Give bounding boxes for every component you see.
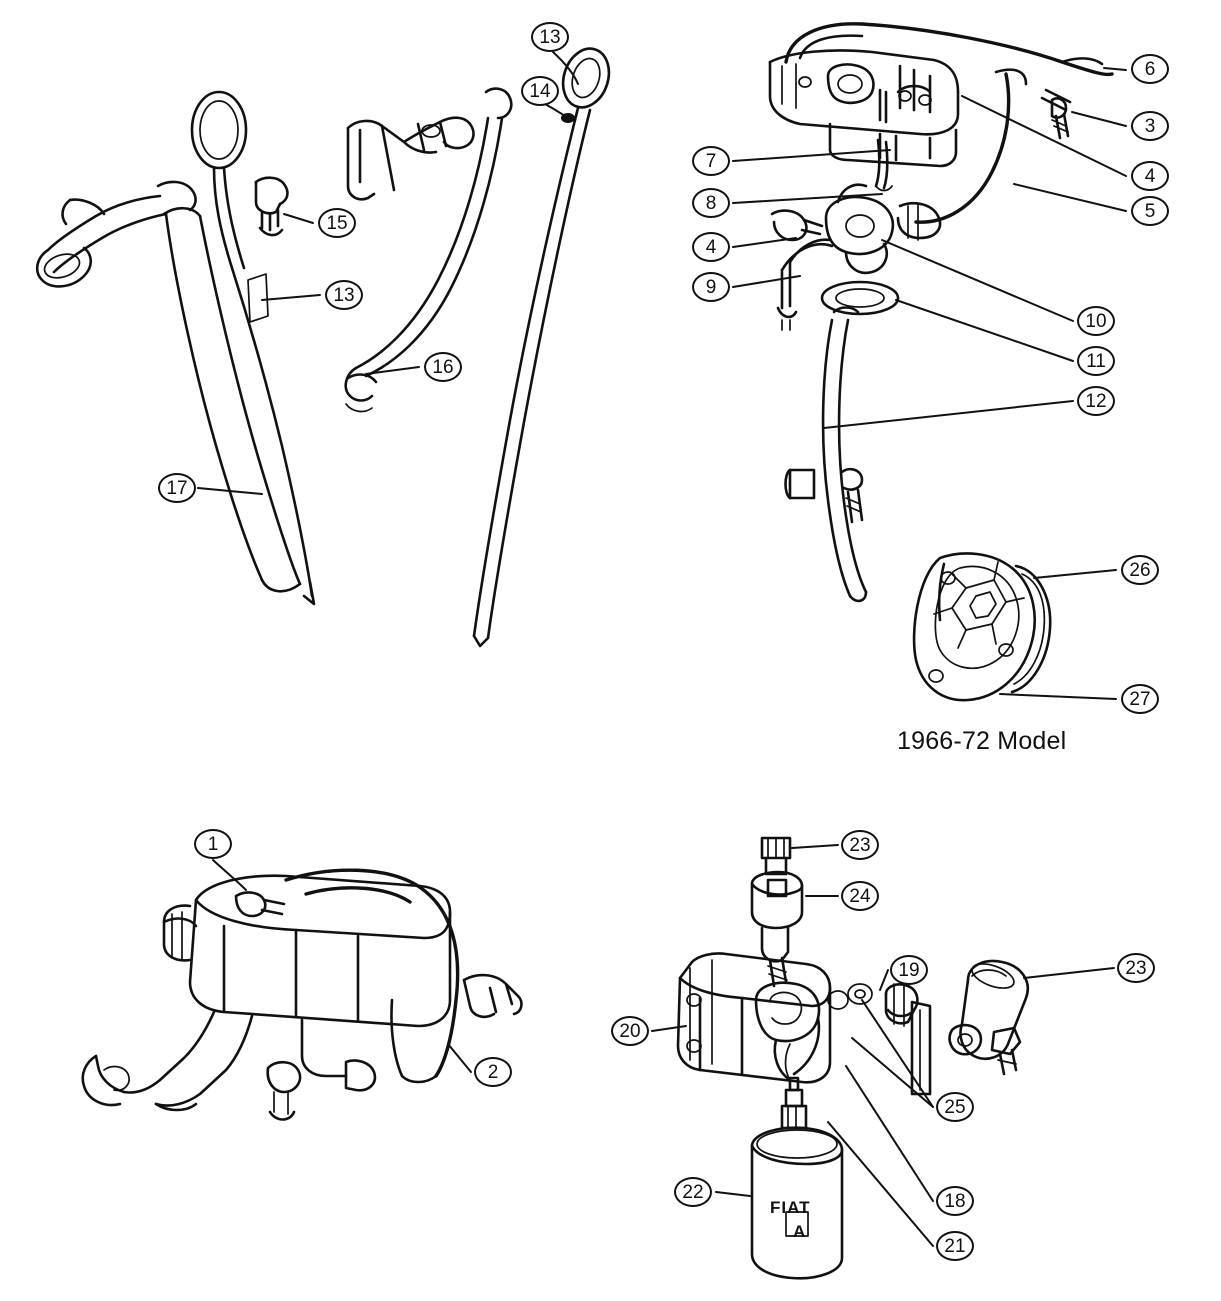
callout-3-3: 3 (1131, 111, 1169, 141)
callout-26-17: 26 (1121, 555, 1159, 585)
callout-17-16: 17 (158, 473, 196, 503)
callout-7-6: 7 (692, 146, 730, 176)
callout-13-14: 13 (325, 280, 363, 310)
callout-5-5: 5 (1131, 196, 1169, 226)
callout-23-21: 23 (841, 830, 879, 860)
callout-14-1: 14 (521, 76, 559, 106)
callout-27-18: 27 (1121, 684, 1159, 714)
callout-10-10: 10 (1077, 306, 1115, 336)
callout-12-12: 12 (1077, 386, 1115, 416)
callout-11-11: 11 (1077, 346, 1115, 376)
callout-6-2: 6 (1131, 54, 1169, 84)
callout-4-8: 4 (692, 232, 730, 262)
callout-15-13: 15 (318, 208, 356, 238)
callout-21-29: 21 (936, 1231, 974, 1261)
callout-18-28: 18 (936, 1186, 974, 1216)
fiat-brand-mark: FIAT (770, 1198, 811, 1217)
callout-19-24: 19 (890, 955, 928, 985)
callout-8-7: 8 (692, 188, 730, 218)
callout-23-23: 23 (1117, 953, 1155, 983)
callout-16-15: 16 (424, 352, 462, 382)
callout-4-4: 4 (1131, 161, 1169, 191)
callout-9-9: 9 (692, 272, 730, 302)
model-year-caption: 1966-72 Model (897, 727, 1067, 755)
callout-24-22: 24 (841, 881, 879, 911)
callout-1-19: 1 (194, 829, 232, 859)
callout-25-26: 25 (936, 1092, 974, 1122)
callout-20-25: 20 (611, 1016, 649, 1046)
fiat-brand-submark: A (793, 1222, 807, 1241)
callout-2-20: 2 (474, 1057, 512, 1087)
callout-13-0: 13 (531, 22, 569, 52)
callout-22-27: 22 (674, 1177, 712, 1207)
